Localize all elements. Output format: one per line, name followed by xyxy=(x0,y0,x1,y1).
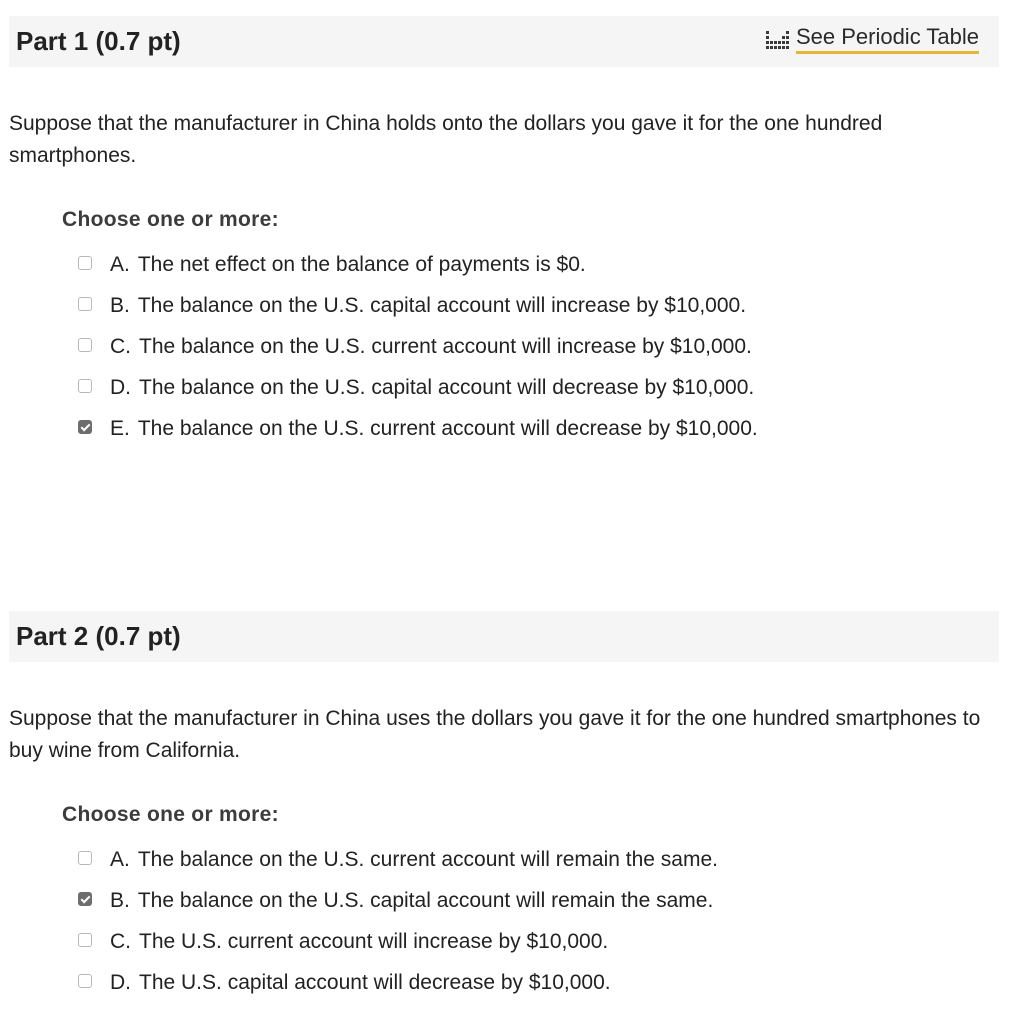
part-2-options xyxy=(78,839,718,1003)
part-2-option-c[interactable] xyxy=(78,921,718,962)
part-1-options xyxy=(78,244,758,449)
part-1-option-c[interactable] xyxy=(78,326,758,367)
option-letter: B. xyxy=(110,293,130,317)
option-letter: C. xyxy=(110,929,131,953)
checkbox-checked[interactable] xyxy=(78,892,92,906)
option-letter: B. xyxy=(110,888,130,912)
part-1-option-d[interactable] xyxy=(78,367,758,408)
option-letter: D. xyxy=(110,375,131,399)
checkbox[interactable] xyxy=(78,379,92,393)
periodic-table-icon xyxy=(766,28,790,50)
part-2-option-d[interactable] xyxy=(78,962,718,1003)
option-letter: A. xyxy=(110,252,130,276)
part-2-question: Suppose that the manufacturer in China uses the dollars you gave it for the one hundred smartphones to buy wine from California. xyxy=(9,707,981,762)
part-2-header xyxy=(9,611,999,662)
option-text: The U.S. current account will increase by $10,000. xyxy=(139,929,609,953)
option-text: The balance on the U.S. current account will increase by $10,000. xyxy=(139,334,752,358)
checkbox[interactable] xyxy=(78,256,92,270)
option-text: The balance on the U.S. capital account will increase by $10,000. xyxy=(137,293,747,317)
part-1-option-b[interactable] xyxy=(78,285,758,326)
part-1-option-e[interactable] xyxy=(78,408,758,449)
part-2-option-a[interactable] xyxy=(78,839,718,880)
option-text: The balance on the U.S. current account will remain the same. xyxy=(137,847,718,871)
option-text: The net effect on the balance of payments is $0. xyxy=(137,252,586,276)
option-letter: D. xyxy=(110,970,131,994)
part-2-title: Part 2 (0.7 pt) xyxy=(16,621,181,651)
checkbox[interactable] xyxy=(78,933,92,947)
part-1-choose-label: Choose one or more: xyxy=(62,208,279,231)
option-letter: E. xyxy=(110,416,130,440)
part-2-option-b[interactable] xyxy=(78,880,718,921)
checkbox-checked[interactable] xyxy=(78,420,92,434)
checkbox[interactable] xyxy=(78,974,92,988)
option-text: The balance on the U.S. capital account will decrease by $10,000. xyxy=(139,375,755,399)
see-periodic-table-link[interactable] xyxy=(766,24,979,54)
option-text: The balance on the U.S. capital account will remain the same. xyxy=(137,888,714,912)
checkbox[interactable] xyxy=(78,297,92,311)
option-letter: A. xyxy=(110,847,130,871)
option-text: The balance on the U.S. current account will decrease by $10,000. xyxy=(137,416,758,440)
checkbox[interactable] xyxy=(78,851,92,865)
option-text: The U.S. capital account will decrease by $10,000. xyxy=(139,970,611,994)
part-1-option-a[interactable] xyxy=(78,244,758,285)
checkbox[interactable] xyxy=(78,338,92,352)
option-letter: C. xyxy=(110,334,131,358)
part-1-title: Part 1 (0.7 pt) xyxy=(16,26,181,56)
see-periodic-table-label: See Periodic Table xyxy=(796,24,979,54)
part-1-header xyxy=(9,16,999,67)
part-2-choose-label: Choose one or more: xyxy=(62,803,279,826)
part-1-question: Suppose that the manufacturer in China holds onto the dollars you gave it for the one hundred smartphones. xyxy=(9,112,883,167)
